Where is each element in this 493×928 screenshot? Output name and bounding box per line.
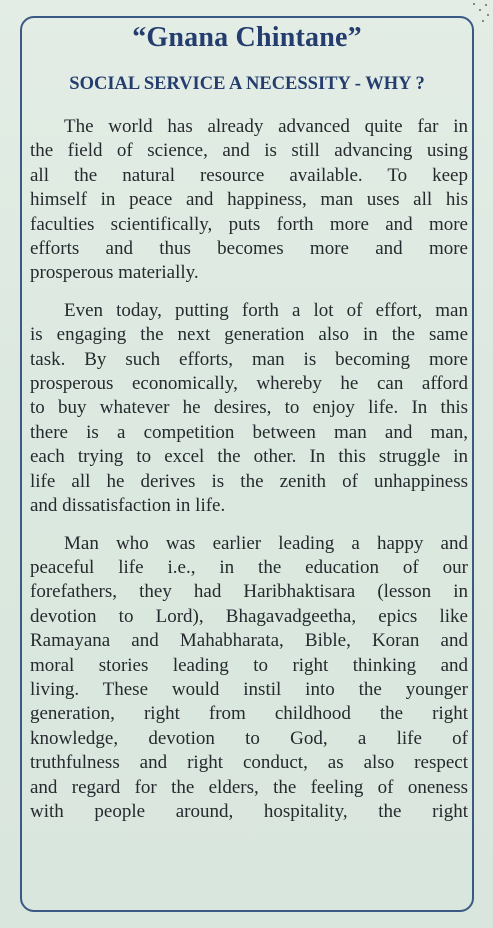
article-body (30, 115, 468, 837)
text-line: efforts and thus becomes more and more (30, 238, 468, 260)
text-line: life all he derives is the zenith of unhappiness (30, 470, 468, 492)
text-line: truthfulness and right conduct, as also respect (30, 752, 468, 774)
text-line: moral stories leading to right thinking and (30, 654, 468, 676)
paragraph-3 (30, 532, 468, 825)
paragraph-2 (30, 299, 468, 519)
text-line: knowledge, devotion to God, a life of (30, 727, 468, 749)
text-line: living. These would instil into the younger (30, 678, 468, 700)
text-line: with people around, hospitality, the right (30, 800, 468, 822)
text-line: and dissatisfaction in life. (30, 495, 226, 517)
text-line: faculties scientifically, puts forth more and more (30, 213, 468, 235)
text-line: generation, right from childhood the right (30, 703, 468, 725)
page-subtitle: SOCIAL SERVICE A NECESSITY - WHY ? (69, 74, 425, 94)
text-line: the field of science, and is still advancing using (30, 140, 468, 162)
text-line: task. By such efforts, man is becoming more (30, 348, 468, 370)
text-line: Even today, putting forth a lot of effort, man (64, 299, 468, 321)
text-line: himself in peace and happiness, man uses all his (30, 189, 468, 211)
text-line: forefathers, they had Haribhaktisara (lesson in (30, 581, 468, 603)
text-line: there is a competition between man and man, (30, 421, 468, 443)
text-line: prosperous materially. (30, 262, 199, 284)
page-title: “Gnana Chintane” (132, 22, 362, 53)
text-line: peaceful life i.e., in the education of our (30, 556, 468, 578)
text-line: and regard for the elders, the feeling of oneness (30, 776, 468, 798)
paragraph-1 (30, 115, 468, 286)
text-line: Man who was earlier leading a happy and (64, 532, 468, 554)
text-line: The world has already advanced quite far in (64, 116, 468, 137)
text-line: is engaging the next generation also in the same (30, 324, 468, 346)
text-line: each trying to excel the other. In this struggle in (30, 446, 468, 468)
text-line: to buy whatever he desires, to enjoy life. In this (30, 397, 468, 419)
text-line: devotion to Lord), Bhagavadgeetha, epics like (30, 605, 468, 627)
text-line: Ramayana and Mahabharata, Bible, Koran and (30, 630, 468, 652)
text-line: all the natural resource available. To keep (30, 164, 468, 186)
text-line: prosperous economically, whereby he can afford (30, 373, 468, 395)
